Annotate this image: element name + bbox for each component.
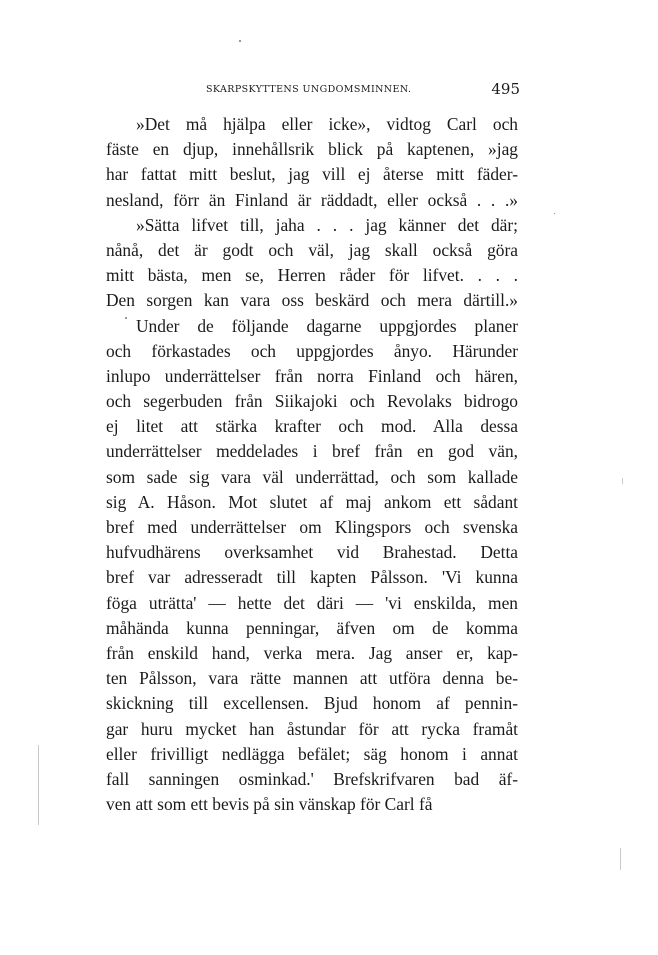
text-line: »Det må hjälpa eller icke», vidtog Carl och	[136, 114, 518, 134]
text-line: som sade sig vara väl underrättad, och som kallade	[106, 466, 518, 487]
text-line: fäste en djup, innehållsrik blick på kaptenen, »jag	[106, 139, 518, 160]
scan-margin-line	[622, 478, 623, 484]
text-line: Den sorgen kan vara oss beskärd och mera därtill.»	[106, 290, 518, 311]
scan-speck	[125, 317, 127, 319]
text-line: inlupo underrättelser från norra Finland och hären,	[106, 365, 518, 386]
text-line: och förkastades och uppgjordes ånyo. Härunder	[106, 340, 518, 361]
body-text	[106, 112, 518, 817]
text-line: bref med underrättelser om Klingspors och svenska	[106, 517, 518, 537]
text-line: »Sätta lifvet till, jaha . . . jag känner det där;	[136, 214, 518, 235]
text-line: ej litet att stärka krafter och mod. Alla dessa	[106, 416, 518, 437]
text-line: sig A. Håson. Mot slutet af maj ankom ett sådant	[106, 491, 518, 512]
text-line: bref var adresseradt till kapten Pålsson. 'Vi kunna	[106, 567, 518, 588]
text-line: har fattat mitt beslut, jag vill ej återse mitt fäder-	[106, 164, 518, 185]
running-head	[106, 80, 526, 102]
text-line: underrättelser meddelades i bref från en god vän,	[106, 441, 518, 462]
text-line: nånå, det är godt och väl, jag skall också göra	[106, 239, 518, 260]
text-line: gar huru mycket han åstundar för att rycka framåt	[106, 718, 518, 739]
text-line: Under de följande dagarne uppgjordes planer	[136, 315, 518, 336]
text-line: föga uträtta' — hette det däri — 'vi enskilda, men	[106, 592, 518, 613]
page-number: 495	[491, 80, 520, 98]
text-line: måhända kunna penningar, äfven om de komma	[106, 617, 518, 638]
text-line: ven att som ett bevis på sin vänskap för Carl få	[106, 794, 433, 815]
text-line: och segerbuden från Siikajoki och Revolaks bidrogo	[106, 391, 518, 412]
text-line: fall sanningen osminkad.' Brefskrifvaren bad äf-	[106, 768, 518, 789]
text-line: nesland, förr än Finland är räddadt, eller också . . .»	[106, 189, 518, 210]
text-line: mitt bästa, men se, Herren råder för lifvet. . . .	[106, 265, 518, 286]
text-line: hufvudhärens overksamhet vid Brahestad. Detta	[106, 542, 518, 563]
text-line: ten Pålsson, vara rätte mannen att utföra denna be-	[106, 668, 518, 689]
text-line: eller frivilligt nedlägga befälet; säg honom i annat	[106, 743, 518, 764]
running-title: SKARPSKYTTENS UNGDOMSMINNEN.	[206, 84, 412, 95]
scan-speck	[239, 40, 241, 42]
scan-speck	[554, 213, 555, 214]
scan-margin-line	[38, 745, 39, 825]
text-line: från enskild hand, verka mera. Jag anser er, kap-	[106, 642, 518, 663]
scan-margin-line	[620, 848, 621, 870]
text-line: skickning till excellensen. Bjud honom af pennin-	[106, 693, 518, 714]
